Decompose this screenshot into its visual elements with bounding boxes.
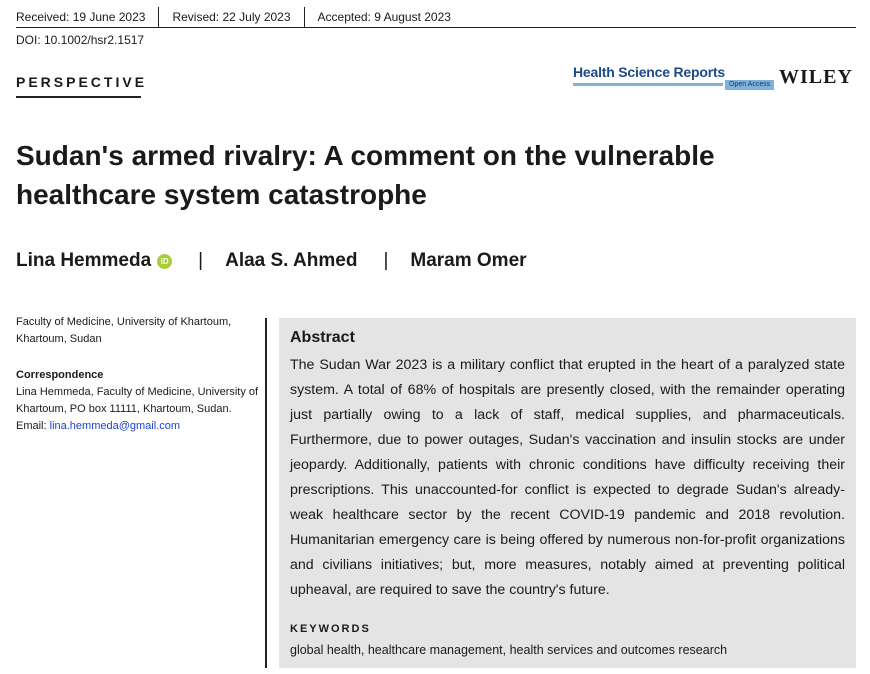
affiliation: Faculty of Medicine, University of Khartoum, Khartoum, Sudan bbox=[16, 316, 232, 345]
keywords-heading: KEYWORDS bbox=[290, 623, 371, 635]
author-separator: | bbox=[198, 250, 204, 271]
author-name[interactable]: Alaa S. Ahmed bbox=[225, 250, 358, 271]
publisher-logo: WILEY bbox=[779, 66, 853, 88]
journal-name: Health Science Reports bbox=[573, 64, 725, 80]
article-type: PERSPECTIVE bbox=[16, 74, 148, 90]
orcid-icon[interactable]: iD bbox=[157, 254, 172, 269]
author-separator: | bbox=[383, 250, 389, 271]
article-title: Sudan's armed rivalry: A comment on the vulnerable healthcare system catastrophe bbox=[16, 140, 715, 210]
abstract-heading: Abstract bbox=[290, 329, 355, 346]
open-access-badge: Open Access bbox=[725, 80, 774, 90]
header-rule bbox=[16, 27, 856, 28]
journal-underline bbox=[573, 83, 723, 86]
correspondence-address: Lina Hemmeda, Faculty of Medicine, University of Khartoum, PO box 11111, Khartoum, Sudan. bbox=[16, 386, 259, 415]
affiliation-column bbox=[16, 314, 261, 435]
article-type-underline bbox=[16, 96, 141, 98]
date-divider bbox=[158, 7, 159, 27]
email-label: Email: bbox=[16, 420, 47, 432]
abstract-box bbox=[279, 318, 856, 668]
abstract-text: The Sudan War 2023 is a military conflict that erupted in the heart of a paralyzed state system. A total of 68% of hospitals are presently closed, with the remainder operating just partially owing to a lack of staff, medical supplies, and pharmaceuticals. Furthermore, due to power outages, Sudan's vaccination and insulin stocks are under jeopardy. Additionally, patients with chronic conditions have difficulty receiving their prescriptions. This unaccounted-for conflict is expected to degrade Sudan's already-weak healthcare sector by the recent COVID-19 pandemic and 2018 revolution. Humanitarian emergency care is being offered by numerous non-for-profit organizations and civilians initiatives; but, more measures, notably aimed at preventing political upheaval, are required to save the country's future. bbox=[290, 357, 845, 598]
author-name[interactable]: Lina Hemmeda bbox=[16, 250, 152, 271]
journal-logo bbox=[573, 64, 771, 92]
article-dates bbox=[16, 6, 856, 28]
correspondence-email bbox=[16, 418, 261, 435]
date-divider bbox=[304, 7, 305, 27]
email-link[interactable]: lina.hemmeda@gmail.com bbox=[49, 420, 181, 432]
keywords: global health, healthcare management, health services and outcomes research bbox=[290, 643, 728, 657]
revised-date: Revised: 22 July 2023 bbox=[172, 10, 291, 24]
column-divider bbox=[265, 318, 267, 668]
received-date: Received: 19 June 2023 bbox=[16, 10, 146, 24]
author-list bbox=[16, 250, 527, 272]
correspondence-heading: Correspondence bbox=[16, 369, 104, 381]
author-name[interactable]: Maram Omer bbox=[410, 250, 527, 271]
doi[interactable]: DOI: 10.1002/hsr2.1517 bbox=[16, 33, 145, 47]
accepted-date: Accepted: 9 August 2023 bbox=[317, 10, 451, 24]
